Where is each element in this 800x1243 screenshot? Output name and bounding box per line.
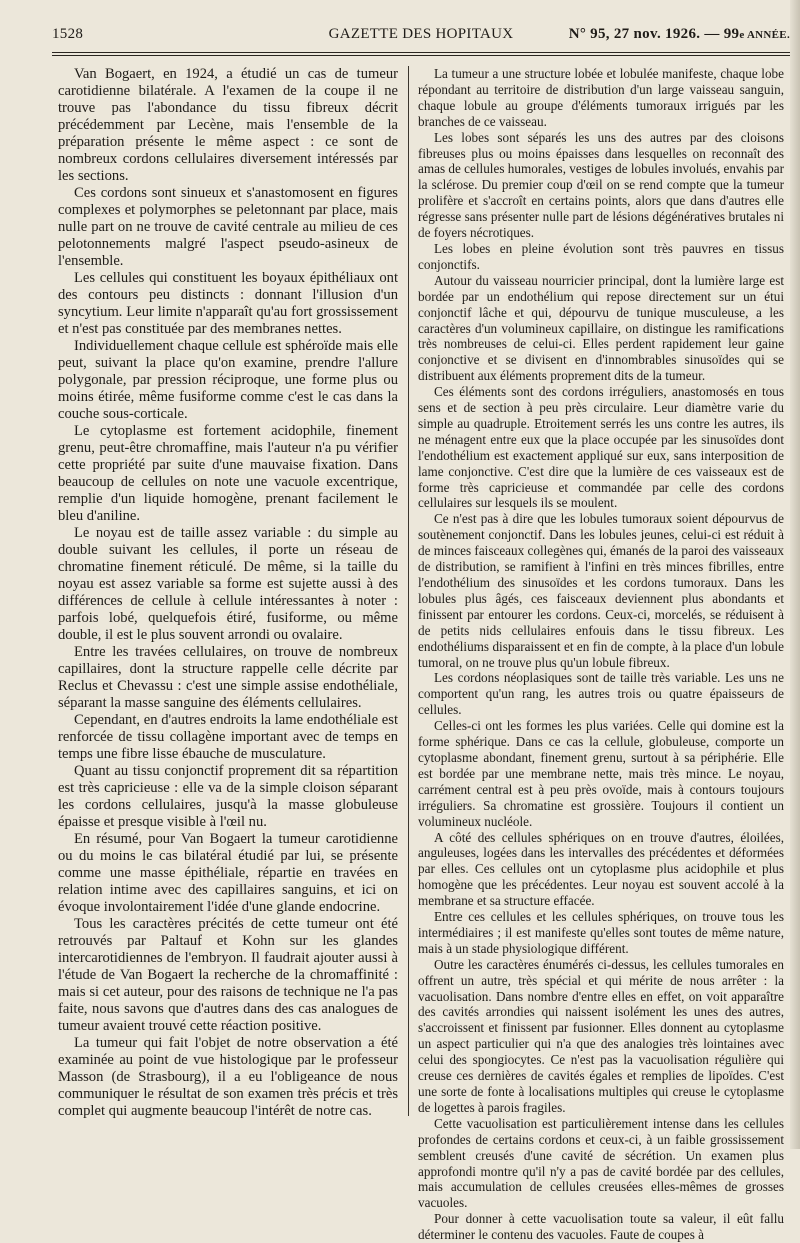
issue-info (569, 26, 790, 43)
paragraph: La tumeur a une structure lobée et lobulée manifeste, chaque lobe répondant au territoire de distribution d'un large vaisseau sanguin, chaque lobule au groupe d'éléments tumoraux irrigués par les branches de ce vaisseau. (418, 66, 784, 129)
page-edge-shadow (790, 0, 800, 1149)
paragraph: Les cordons néoplasiques sont de taille très variable. Les uns ne comportent qu'un rang, les autres trois ou quatre épaisseurs de cellules. (418, 670, 784, 718)
issue-year-suffix: e ANNÉE. (739, 29, 790, 41)
paragraph: Entre les travées cellulaires, on trouve de nombreux capillaires, dont la structure rappelle celle décrite par Reclus et Chevassu : c'est une simple assise endothéliale, séparant la masse sanguine des éléments cellulaires. (58, 644, 398, 711)
paragraph: Entre ces cellules et les cellules sphériques, on trouve tous les intermédiaires ; il est manifeste qu'elles sont toutes de même nature, mais à un stade physiologique différent. (418, 909, 784, 956)
header-rule-thin (52, 55, 790, 56)
left-column (58, 66, 398, 1141)
paragraph: Le cytoplasme est fortement acidophile, finement grenu, peut-être chromaffine, mais l'auteur n'a pu vérifier cette propriété par suite d'une mauvaise fixation. Dans beaucoup de cellules on note une vacuole excentrique, remplie d'un liquide homogène, prenant facilement le bleu d'aniline. (58, 423, 398, 524)
paragraph: Cependant, en d'autres endroits la lame endothéliale est renforcée de tissu collagène important avec de temps en temps une fibre lisse ébauche de musculature. (58, 712, 398, 762)
paragraph: Ce n'est pas à dire que les lobules tumoraux soient dépourvus de soutènement conjonctif. Dans les lobules jeunes, celui-ci est réduit à de minces faisceaux collegènes qui, émanés de la paroi des vaisseaux de distribution, se ramifient à l'infini en très minces fibrilles, entre l'endothélium des sinusoïdes et les cordons tumoraux. Dans les lobules plus âgés, ces faisceaux deviennent plus abondants et finissent par entourer les cordons. Ceux-ci, morcelés, se réduisent à de petits nids cellulaires enfouis dans le tissu fibreux. Les endothéliums disparaissent et en fin de compte, à la place d'un lobule tumoral, on ne trouve plus qu'un lobule fibreux. (418, 511, 784, 670)
page-number: 1528 (52, 26, 84, 42)
paragraph: Tous les caractères précités de cette tumeur ont été retrouvés par Paltauf et Kohn sur les glandes intercarotidiennes de l'embryon. Il faudrait ajouter aussi à l'étude de Van Bogaert la recherche de la chromaffinité : mais si cet auteur, pour des raisons de technique ne l'a pas faite, nous savons que d'autres dans des cas analogues de tumeur avaient trouvé cette réaction positive. (58, 916, 398, 1034)
header-rule (52, 52, 790, 53)
paragraph: Celles-ci ont les formes les plus variées. Celle qui domine est la forme sphérique. Dans ce cas la cellule, globuleuse, comporte un cytoplasme abondant, finement grenu, surtout à sa périphérie. Elle est bordée par une membrane nette, mais très mince. Le noyau, carrément central est à peu près ovoïde, mais à contours toujours irréguliers. Sa chromatine est grossière. Toujours il contient un volumineux nucléole. (418, 718, 784, 829)
paragraph: Individuellement chaque cellule est sphéroïde mais elle peut, suivant la place qu'on examine, prendre l'allure polygonale, par pression réciproque, une forme plus ou moins étirée, même fusiforme comme c'est le cas dans la couche sous-corticale. (58, 338, 398, 422)
column-divider (408, 66, 409, 1116)
right-column (418, 66, 784, 1243)
issue-date: N° 95, 27 nov. 1926. — 99 (568, 26, 740, 42)
paragraph: Les cellules qui constituent les boyaux épithéliaux ont des contours peu distincts : donnant l'illusion d'un syncytium. Leur limite n'apparaît qu'au fort grossissement et n'est pas constituée par des membranes nettes. (58, 270, 398, 337)
paragraph: Quant au tissu conjonctif proprement dit sa répartition est très capricieuse : elle va de la simple cloison séparant les cordons cellulaires, jusqu'à la masse globuleuse épaisse et presque visible à l'œil nu. (58, 763, 398, 830)
page-header (52, 26, 790, 48)
paragraph: Les lobes en pleine évolution sont très pauvres en tissus conjonctifs. (418, 240, 784, 272)
paragraph: En résumé, pour Van Bogaert la tumeur carotidienne ou du moins le cas bilatéral étudié par lui, se présente comme une masse épithéliale, répartie en travées en relation intime avec des capillaires sanguins, et ici on évoque involontairement l'idée d'une glande endocrine. (58, 831, 398, 915)
paragraph: Autour du vaisseau nourricier principal, dont la lumière large est bordée par un endothélium qui repose directement sur un étui conjonctif lâche et qui, dépourvu de tunique musculeuse, a les caractères d'un volumineux capillaire, on distingue les ramifications très nombreuses de celui-ci. Elles perdent rapidement leur gaine conjonctive et se divisent en d'innombrables sinusoïdes qui se distribuent aux éléments proprement dits de la tumeur. (418, 272, 784, 384)
paragraph: Cette vacuolisation est particulièrement intense dans les cellules profondes de certains cordons et ceux-ci, à un faible grossissement semblent creusés d'une cavité de sécrétion. Un examen plus approfondi montre qu'il n'y a pas de cavité bordée par des cellules, mais accumulation de cellules creusées elles-mêmes de grosses vacuoles. (418, 1115, 784, 1211)
paragraph: Ces cordons sont sinueux et s'anastomosent en figures complexes et polymorphes se peletonnant par place, mais nulle part on ne trouve de cavité centrale au milieu de ces pelotonnements malgré l'aspect pseudo-asineux de l'ensemble. (58, 185, 398, 269)
paragraph: Le noyau est de taille assez variable : du simple au double suivant les cellules, il porte un réseau de chromatine finement réticulé. De même, si la taille du noyau est assez variable sa forme est sujette aussi à des différences de cellule à cellule intéressantes à noter : parfois lobé, quelquefois étiré, fusiforme, ou même double, il est le plus souvent arrondi ou ovalaire. (58, 525, 398, 643)
paragraph: Van Bogaert, en 1924, a étudié un cas de tumeur carotidienne bilatérale. A l'examen de la coupe il ne trouve pas l'abondance du tissu fibreux décrit précédemment par Lecène, mais l'ensemble de la préparation présente le même aspect : ce sont de nombreux cordons cellulaires diversement intéressés par les sections. (58, 66, 398, 184)
paragraph: La tumeur qui fait l'objet de notre observation a été examinée au point de vue histologique par le professeur Masson (de Strasbourg), il a eu l'obligeance de nous communiquer le résultat de son examen très précis et très complet qui augmente beaucoup l'intérêt de notre cas. (58, 1035, 398, 1119)
journal-title: GAZETTE DES HOPITAUX (328, 26, 514, 42)
paragraph: Outre les caractères énumérés ci-dessus, les cellules tumorales en offrent un autre, très spécial et qui mérite de nous arrêter : la vacuolisation. Dans nombre d'entre elles en effet, on voit apparaître des cavités arrondies qui naissent isolément les unes des autres, s'accroissent et finissent par fusionner. Elles donnent au cytoplasme un aspect particulier qui n'a que des analogies très lointaines avec celui des spongiocytes. Ce n'est pas la vacuolisation régulière qui creuse ces dernières de cavités égales et remplies de lipoïdes. C'est une sorte de fonte à localisations multiples qui creuse le cytoplasme de logettes à parois fragiles. (418, 956, 784, 1115)
paragraph: Les lobes sont séparés les uns des autres par des cloisons fibreuses plus ou moins épaisses dans lesquelles on reconnaît des amas de cellules humorales, vestiges de lobules involués, envahis par la sclérose. Du premier coup d'œil on se rend compte que la tumeur prolifère et s'accroît en certains points, alors que dans d'autres elle régresse sans présenter nulle part de lésions dégénératives brutales ni de foyers nécrotiques. (418, 129, 784, 241)
paragraph: Ces éléments sont des cordons irréguliers, anastomosés en tous sens et de section à peu près circulaire. Leur diamètre varie du simple au quadruple. Etroitement serrés les uns contre les autres, ils ne ménagent entre eux que la place occupée par les sinusoïdes dont l'endothélium est exactement appliqué sur eux, sans interposition de lame conjonctive. C'est dire que la lumière de ces vaisseaux est de forme très capricieuse et commandée par celle des cordons cellulaires sur lesquels ils se moulent. (418, 384, 784, 511)
paragraph: A côté des cellules sphériques on en trouve d'autres, éloilées, anguleuses, logées dans les intervalles des précédentes et déformées par elles. Ces cellules ont un cytoplasme plus acidophile et plus homogène que les précédentes. Leur noyau est souvent accolé à la membrane et sa structure effacée. (418, 829, 784, 909)
paragraph: Pour donner à cette vacuolisation toute sa valeur, il eût fallu déterminer le contenu des vacuoles. Faute de coupes à (418, 1211, 784, 1243)
